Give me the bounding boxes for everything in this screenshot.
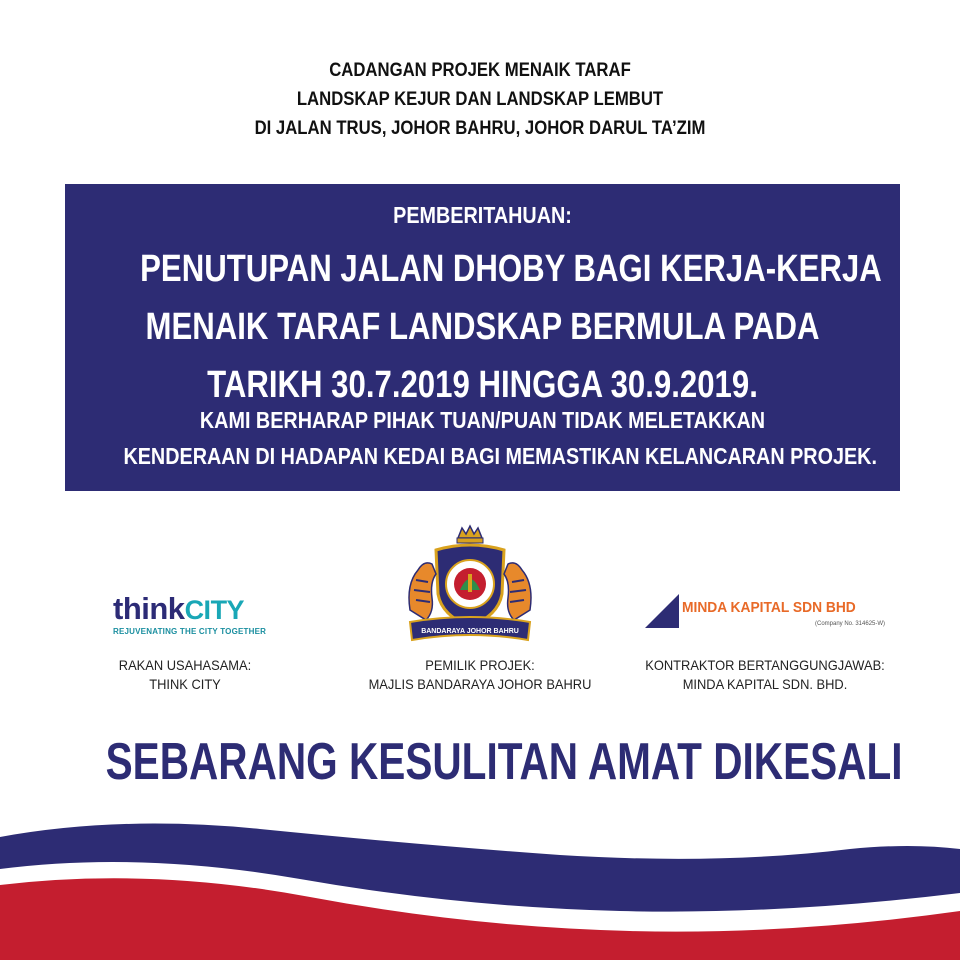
headline-line-2: MENAIK TARAF LANDSKAP BERMULA PADA (145, 306, 820, 348)
notice-label: PEMBERITAHUAN: (393, 202, 572, 228)
thinkcity-tagline: REJUVENATING THE CITY TOGETHER (113, 627, 267, 636)
minda-caption-name: MINDA KAPITAL SDN. BHD. (682, 676, 848, 692)
header-line-2: LANDSKAP KEJUR DAN LANDSKAP LEMBUT (296, 89, 664, 110)
subtext-line-2: KENDERAAN DI HADAPAN KEDAI BAGI MEMASTIKAN KELANCARAN PROJEK. (123, 443, 877, 469)
crest-ribbon-text: BANDARAYA JOHOR BAHRU (421, 628, 519, 635)
minda-caption (620, 656, 910, 694)
minda-kapital-reg: (Company No. 314625-W) (815, 621, 886, 627)
mbjb-crest (402, 524, 538, 646)
subtext-line-1: KAMI BERHARAP PIHAK TUAN/PUAN TIDAK MELETAKKAN (199, 407, 766, 433)
thinkcity-caption-name: THINK CITY (149, 676, 221, 692)
notice-banner (65, 184, 900, 491)
thinkcity-word-think: think (113, 591, 185, 626)
header-line-3: DI JALAN TRUS, JOHOR BAHRU, JOHOR DARUL TA’ZIM (254, 118, 706, 139)
project-header (0, 56, 960, 143)
mbjb-caption-role: PEMILIK PROJEK: (425, 657, 535, 673)
headline-line-3: TARIKH 30.7.2019 HINGGA 30.9.2019. (207, 364, 758, 406)
minda-caption-role: KONTRAKTOR BERTANGGUNGJAWAB: (645, 657, 885, 673)
headline-line-1: PENUTUPAN JALAN DHOBY BAGI KERJA-KERJA (140, 248, 882, 290)
apology-title: SEBARANG KESULITAN AMAT DIKESALI (105, 733, 903, 791)
notice-subtext (65, 402, 900, 474)
mbjb-caption-name: MAJLIS BANDARAYA JOHOR BAHRU (368, 676, 592, 692)
mbjb-caption (330, 656, 630, 694)
triangle-logo-icon (645, 594, 681, 630)
thinkcity-word-city: CITY (184, 595, 245, 625)
minda-kapital-name: MINDA KAPITAL SDN BHD (682, 599, 856, 616)
thinkcity-caption (70, 656, 300, 694)
thinkcity-logo (113, 591, 267, 636)
header-line-1: CADANGAN PROJEK MENAIK TARAF (329, 60, 631, 81)
decorative-waves (0, 815, 960, 960)
minda-kapital-logo (645, 594, 885, 630)
thinkcity-caption-role: RAKAN USAHASAMA: (118, 657, 252, 673)
notice-headline (65, 240, 900, 414)
